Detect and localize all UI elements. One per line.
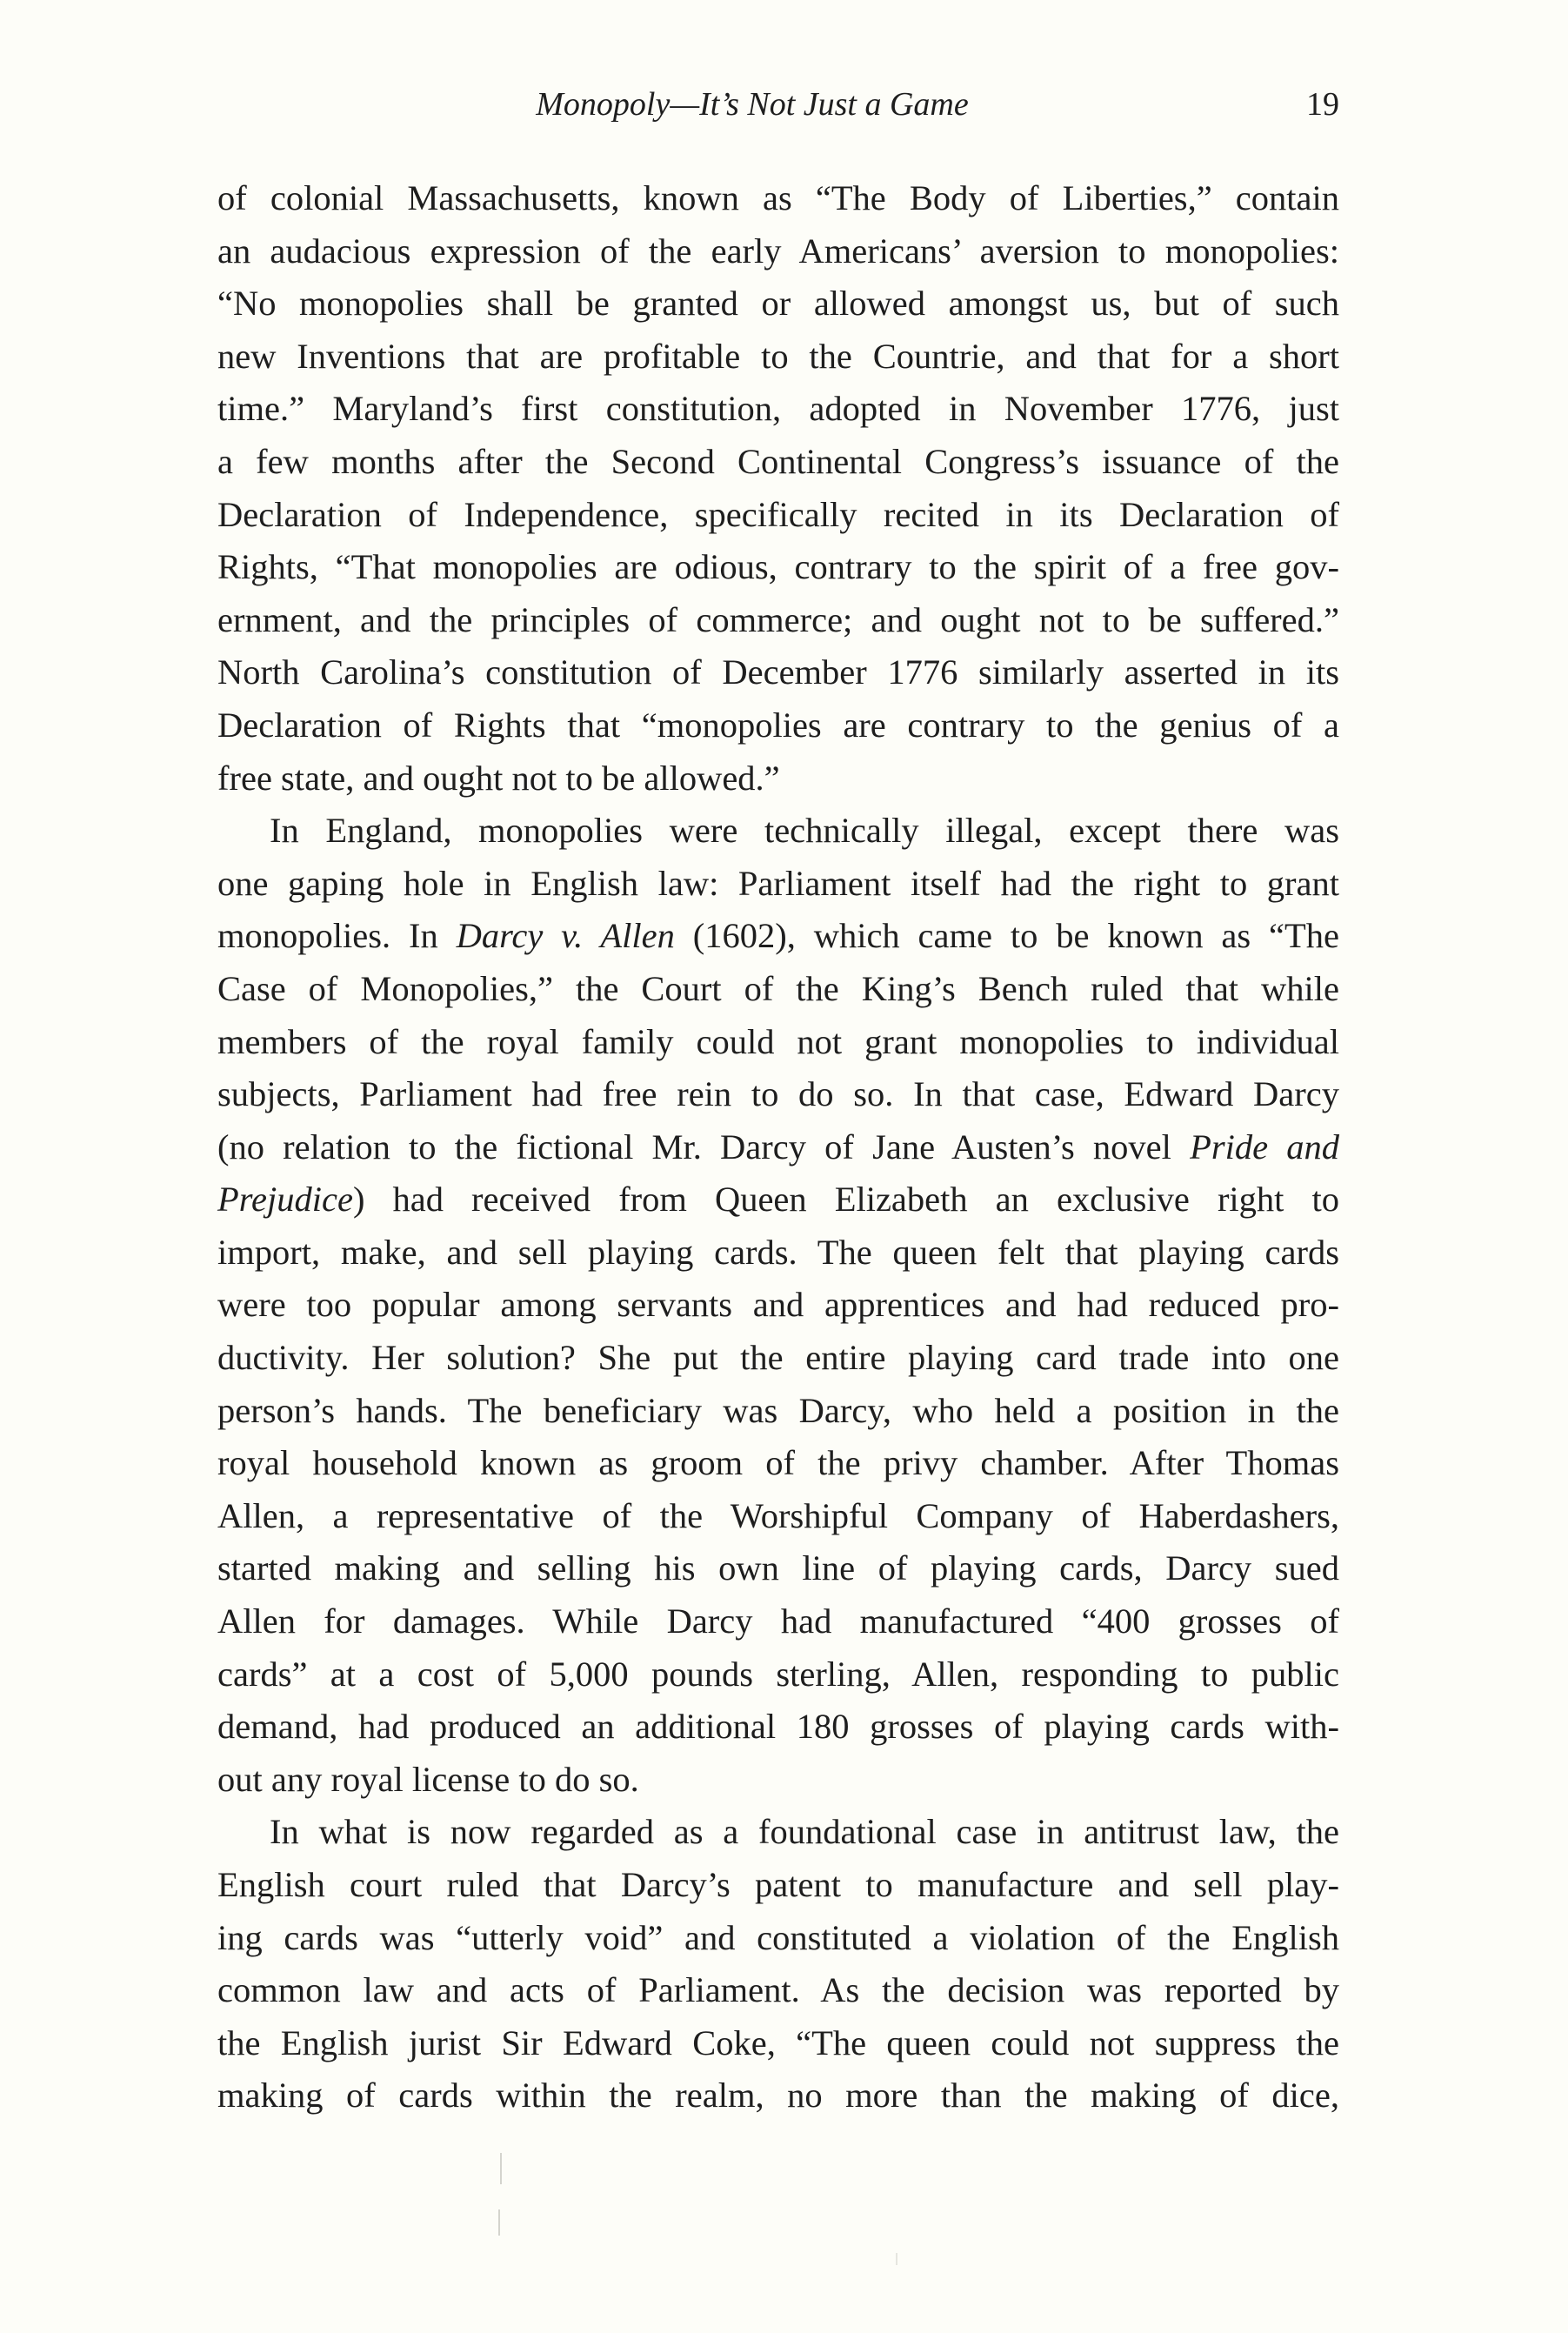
text-line: ernment, and the principles of commerce; and ought not to be suffered.” (217, 599, 1339, 639)
text-line: Case of Monopolies,” the Court of the King’s Bench ruled that while (217, 968, 1339, 1008)
running-title: Monopoly—It’s Not Just a Game (536, 86, 969, 123)
text-line: Allen for damages. While Darcy had manufactured “400 grosses of (217, 1601, 1339, 1641)
text-line: Declaration of Rights that “monopolies are contrary to the genius of a (217, 705, 1339, 745)
text-line: Declaration of Independence, specifically recited in its Declaration of (217, 494, 1339, 534)
text-line: time.” Maryland’s first constitution, adopted in November 1776, just (217, 389, 1339, 429)
text-line: cards” at a cost of 5,000 pounds sterling, Allen, responding to public (217, 1654, 1339, 1694)
text-run: (no relation to the fictional Mr. Darcy of Jane Austen’s novel (217, 1126, 1191, 1166)
text-line: ductivity. Her solution? She put the entire playing card trade into one (217, 1338, 1339, 1378)
text-line: North Carolina’s constitution of December 1776 similarly asserted in its (217, 652, 1339, 692)
text-line (217, 910, 1339, 963)
text-line: Allen, a representative of the Worshipful Company of Haberdashers, (217, 1495, 1339, 1535)
text-run: ) had received from Queen Elizabeth an exclusive right to (352, 1180, 1339, 1220)
text-run: (1602), which came to be known as “The (674, 916, 1339, 956)
page-number: 19 (1306, 86, 1339, 123)
running-head (217, 80, 1339, 129)
text-line: new Inventions that are profitable to the Countrie, and that for a short (217, 336, 1339, 376)
italic-title: Prejudice (217, 1180, 353, 1220)
text-line: an audacious expression of the early Americans’ aversion to monopolies: (217, 231, 1339, 271)
italic-title: Darcy v. Allen (456, 916, 675, 956)
text-line: the English jurist Sir Edward Coke, “The queen could not suppress the (217, 2022, 1339, 2062)
scan-artifact (500, 2153, 502, 2184)
text-line: import, make, and sell playing cards. The queen felt that playing cards (217, 1232, 1339, 1272)
text-line: started making and selling his own line of playing cards, Darcy sued (217, 1548, 1339, 1588)
text-line (217, 1121, 1339, 1174)
text-line (217, 1173, 1339, 1227)
text-line: person’s hands. The beneficiary was Darcy, who held a position in the (217, 1390, 1339, 1430)
body-text (217, 172, 1339, 2122)
scan-artifact (896, 2253, 897, 2265)
text-line: Rights, “That monopolies are odious, contrary to the spirit of a free gov- (217, 547, 1339, 587)
text-line: “No monopolies shall be granted or allowed amongst us, but of such (217, 284, 1339, 324)
scan-artifact (498, 2209, 500, 2236)
text-line: common law and acts of Parliament. As the decision was reported by (217, 1970, 1339, 2010)
text-line: out any royal license to do so. (217, 1759, 639, 1799)
text-line: making of cards within the realm, no more than the making of dice, (217, 2076, 1339, 2116)
text-line: of colonial Massachusetts, known as “The Body of Liberties,” contain (217, 178, 1339, 217)
italic-title: Pride and (1190, 1126, 1339, 1166)
text-line: free state, and ought not to be allowed.” (217, 758, 780, 798)
text-line: In England, monopolies were technically illegal, except there was (270, 811, 1339, 851)
text-line: subjects, Parliament had free rein to do so. In that case, Edward Darcy (217, 1074, 1339, 1114)
text-line: a few months after the Second Continental Congress’s issuance of the (217, 441, 1339, 481)
text-line: demand, had produced an additional 180 grosses of playing cards with- (217, 1707, 1339, 1747)
text-run: monopolies. In (217, 916, 457, 956)
text-line: one gaping hole in English law: Parliament itself had the right to grant (217, 863, 1339, 903)
text-line: members of the royal family could not grant monopolies to individual (217, 1021, 1339, 1061)
text-line: English court ruled that Darcy’s patent to manufacture and sell play- (217, 1865, 1339, 1904)
text-line: ing cards was “utterly void” and constituted a violation of the English (217, 1917, 1339, 1957)
text-line: were too popular among servants and apprentices and had reduced pro- (217, 1285, 1339, 1325)
text-line: In what is now regarded as a foundational case in antitrust law, the (270, 1812, 1339, 1852)
text-line: royal household known as groom of the privy chamber. After Thomas (217, 1443, 1339, 1483)
